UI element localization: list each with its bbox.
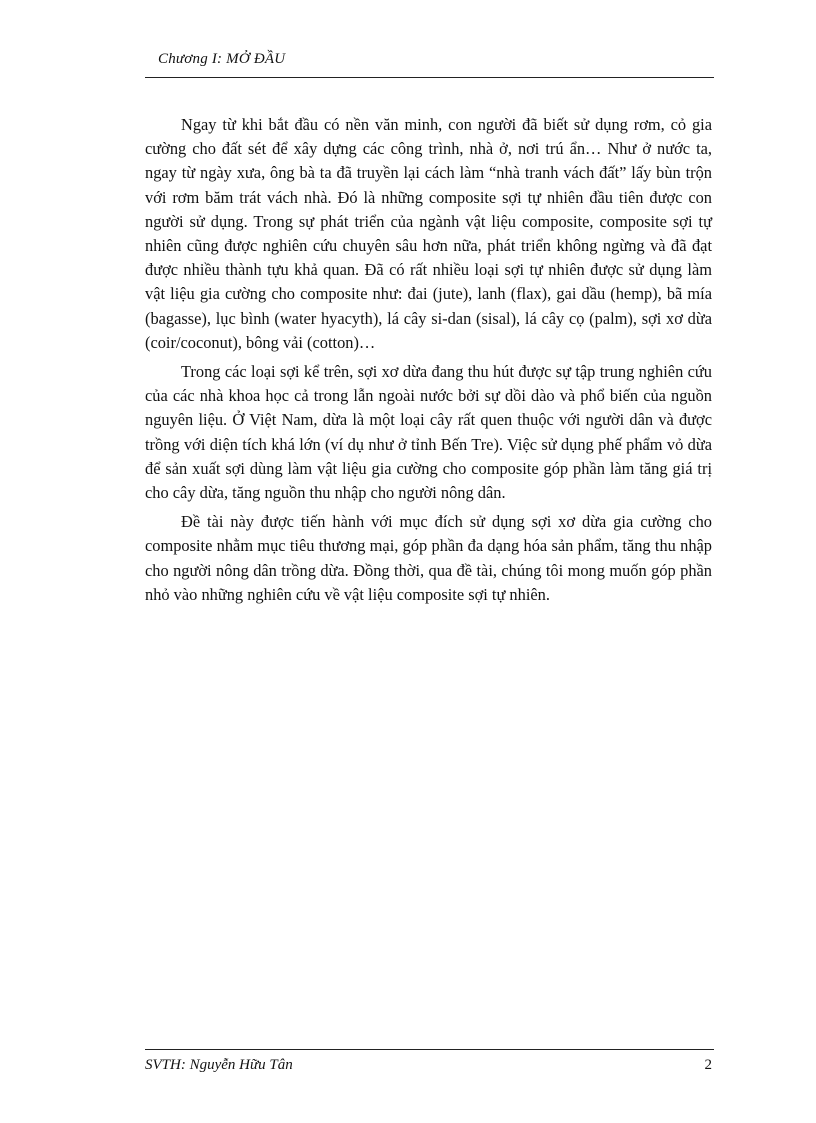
paragraph-intro: Ngay từ khi bắt đầu có nền văn minh, con người đã biết sử dụng rơm, cỏ gia cường cho đất sét để xây dựng các công trình, nhà ở, nơi trú ẩn… Như ở nước ta, ngay từ ngày xưa, ông bà ta đã truyền lại cách làm “nhà tranh vách đất” lấy bùn trộn với rơm băm trát vách nhà. Đó là những composite sợi tự nhiên đầu tiên được con người sử dụng. Trong sự phát triển của ngành vật liệu composite, composite sợi tự nhiên cũng được nghiên cứu chuyên sâu hơn nữa, phát triển không ngừng và đã đạt được nhiều thành tựu khả quan. Đã có rất nhiều loại sợi tự nhiên được sử dụng làm vật liệu gia cường cho composite như: đai (jute), lanh (flax), gai dầu (hemp), bã mía (bagasse), lục bình (water hyacyth), lá cây si-dan (sisal), lá cây cọ (palm), sợi xơ dừa (coir/coconut), bông vải (cotton)… [145,115,712,352]
paragraph-coconut-fiber: Trong các loại sợi kể trên, sợi xơ dừa đang thu hút được sự tập trung nghiên cứu của các nhà khoa học cả trong lẫn ngoài nước bởi sự dồi dào và phổ biến của nguồn nguyên liệu. Ở Việt Nam, dừa là một loại cây rất quen thuộc với người dân và được trồng với diện tích khá lớn (ví dụ như ở tỉnh Bến Tre). Việc sử dụng phế phẩm vỏ dừa để sản xuất sợi dùng làm vật liệu gia cường cho composite góp phần làm tăng giá trị cho cây dừa, tăng nguồn thu nhập cho người nông dân. [145,362,712,503]
page-number: 2 [704,1057,712,1073]
document-body [145,113,712,612]
chapter-title: Chương I: MỞ ĐẦU [158,51,286,67]
footer-divider [145,1049,714,1050]
paragraph-objective: Đề tài này được tiến hành với mục đích sử dụng sợi xơ dừa gia cường cho composite nhằm mục tiêu thương mại, góp phần đa dạng hóa sản phẩm, tăng thu nhập cho người nông dân trồng dừa. Đồng thời, qua đề tài, chúng tôi mong muốn góp phần nhỏ vào những nghiên cứu về vật liệu composite sợi tự nhiên. [145,512,712,604]
footer-author: SVTH: Nguyễn Hữu Tân [145,1057,293,1073]
header-divider [145,77,714,78]
running-header [158,49,714,69]
